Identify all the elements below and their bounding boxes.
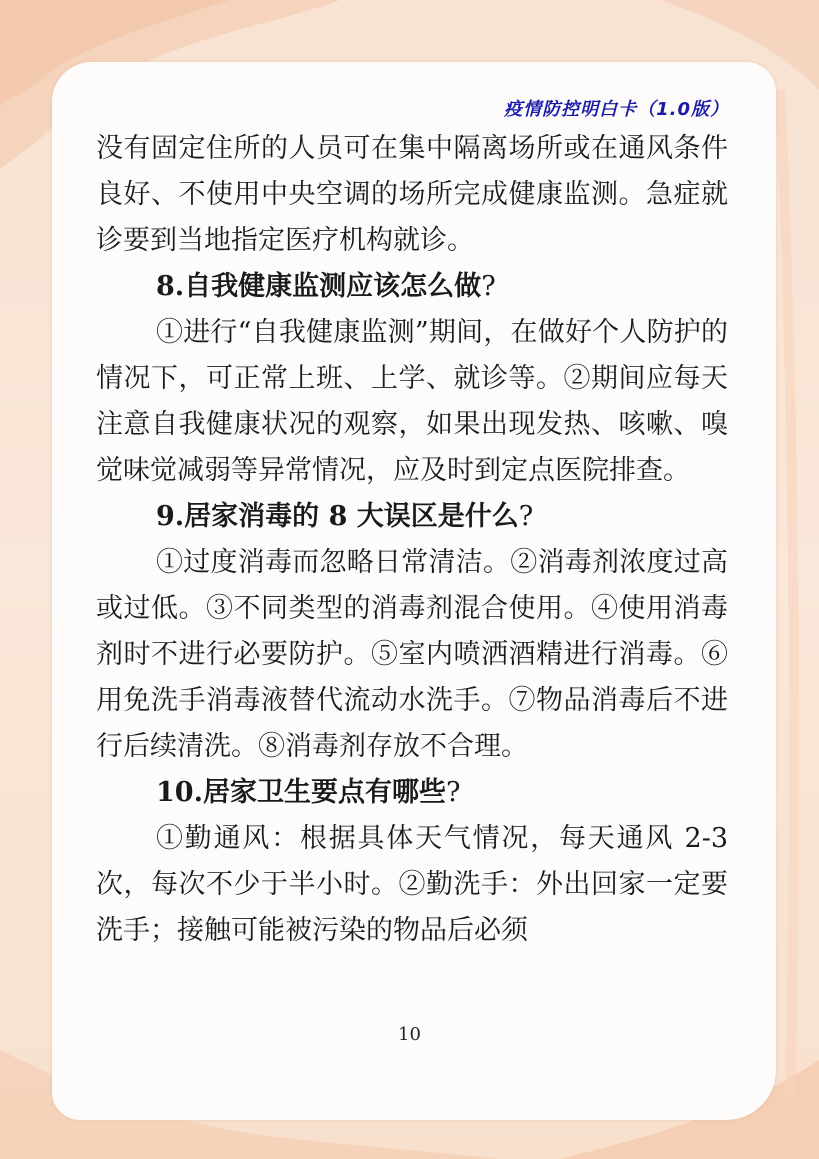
- answer-question-9: ①过度消毒而忽略日常清洁。②消毒剂浓度过高或过低。③不同类型的消毒剂混合使用。④使用消毒剂时不进行必要防护。⑤室内喷洒酒精进行消毒。⑥用免洗手消毒液替代流动水洗手。⑦物品消毒后不进行后续清洗。⑧消毒剂存放不合理。: [96, 547, 728, 762]
- heading-question-10-text: 10.居家卫生要点有哪些: [156, 777, 446, 808]
- heading-question-10: [96, 770, 728, 816]
- heading-question-8: [96, 264, 728, 310]
- page-number: 10: [398, 1024, 421, 1045]
- heading-question-9-text: 9.居家消毒的 8 大误区是什么: [156, 501, 519, 532]
- answer-question-8: ①进行“自我健康监测”期间，在做好个人防护的情况下，可正常上班、上学、就诊等。②期间应每天注意自我健康状况的观察，如果出现发热、咳嗽、嗅觉味觉减弱等异常情况，应及时到定点医院排查。: [96, 317, 728, 486]
- question-mark: ?: [518, 501, 534, 532]
- answer-question-10: ①勤通风：根据具体天气情况，每天通风 2-3 次，每次不少于半小时。②勤洗手：外出回家一定要洗手；接触可能被污染的物品后必须: [96, 823, 728, 946]
- question-mark: ?: [481, 271, 496, 302]
- heading-question-9: [96, 494, 728, 540]
- main-content: [96, 126, 728, 954]
- heading-question-8-text: 8.自我健康监测应该怎么做: [156, 271, 482, 302]
- question-mark: ?: [445, 777, 461, 808]
- paragraph-housing: 没有固定住所的人员可在集中隔离场所或在通风条件良好、不使用中央空调的场所完成健康监测。急症就诊要到当地指定医疗机构就诊。: [96, 133, 728, 256]
- header-title: 疫情防控明白卡（1.0版）: [504, 99, 729, 120]
